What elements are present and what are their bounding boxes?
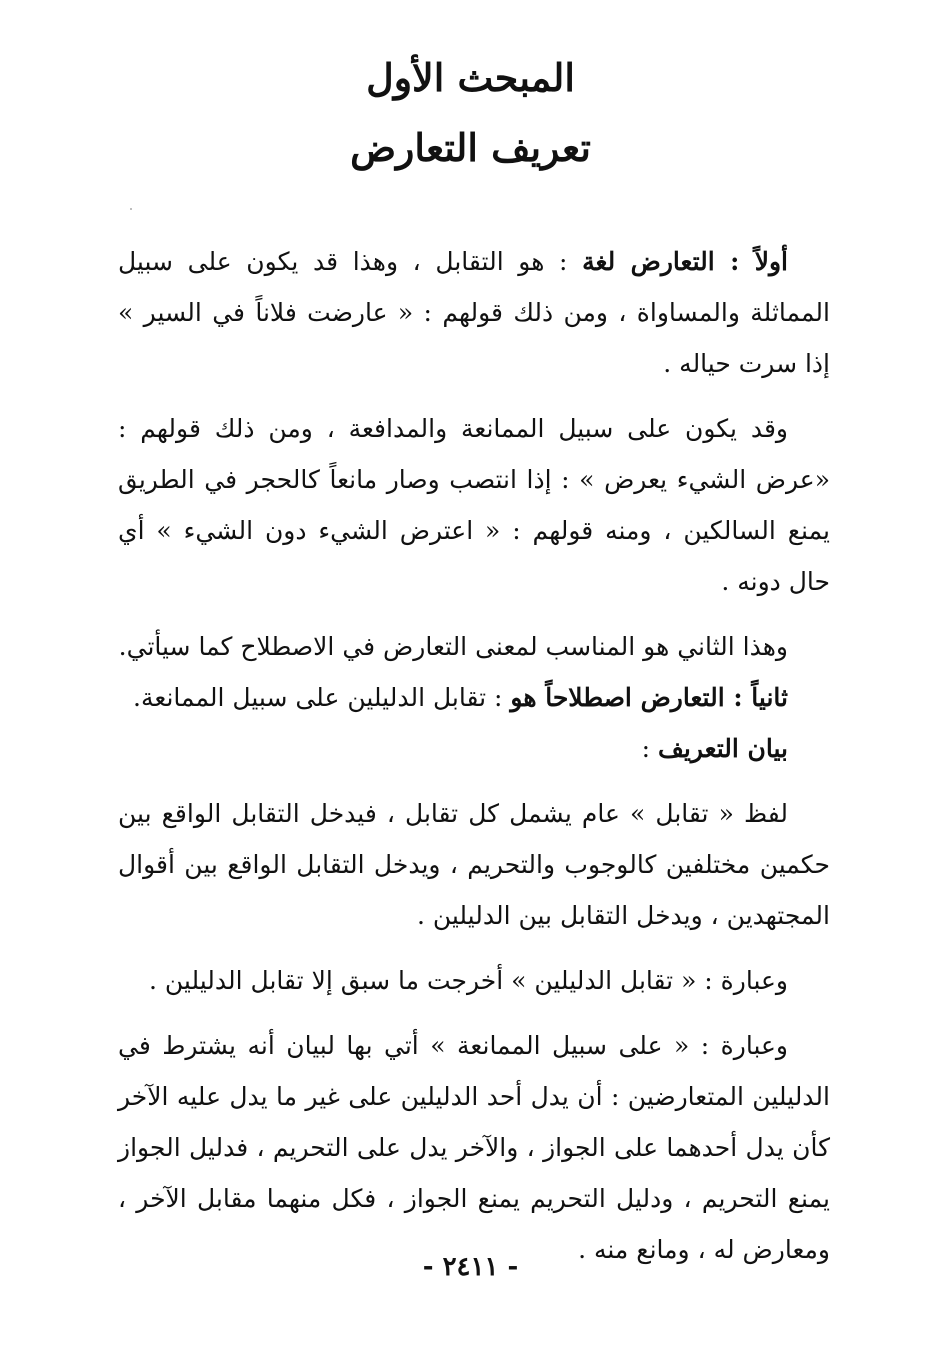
paragraph-technical-definition bbox=[118, 672, 830, 723]
page-number: - ٢٤١١ - bbox=[422, 1252, 519, 1282]
paragraph-text: وعبارة : « على سبيل الممانعة » أتي بها لبيان أنه يشترط في الدليلين المتعارضين : أن يدل أحد الدليلين على غير ما يدل عليه الآخر كأن يدل أحدهما على الجواز ، والآخر يدل على التحريم ، فدليل الجواز يمنع التحريم ، ودليل التحريم يمنع الجواز ، فكل منهما مقابل الآخر ، ومعارض له ، ومانع منه . bbox=[118, 1031, 830, 1264]
section-heading: المبحث الأول bbox=[366, 55, 575, 100]
paragraph-text: : هو التقابل ، وهذا قد يكون على سبيل المماثلة والمساواة ، ومن ذلك قولهم : « عارضت فلاناً في السير » إذا سرت حياله . bbox=[118, 247, 830, 378]
paragraph-text: وعبارة : « تقابل الدليلين » أخرجت ما سبق إلا تقابل الدليلين . bbox=[148, 966, 788, 995]
paragraph-text: وقد يكون على سبيل الممانعة والمدافعة ، ومن ذلك قولهم : «عرض الشيء يعرض » : إذا انتصب وصار مانعاً كالحجر في الطريق يمنع السالكين ، ومنه قولهم : « اعترض الشيء دون الشيء » أي حال دونه . bbox=[118, 414, 830, 596]
paragraph-text: : bbox=[641, 734, 659, 763]
body-text bbox=[118, 236, 830, 1275]
paragraph-term-obstruction bbox=[118, 1020, 830, 1275]
paragraph-lead: ثانياً : التعارض اصطلاحاً هو bbox=[510, 683, 788, 712]
paragraph-explanation-heading bbox=[118, 723, 830, 774]
scan-speck bbox=[130, 208, 132, 210]
paragraph-term-two-proofs bbox=[118, 955, 830, 1006]
paragraph-text: : تقابل الدليلين على سبيل الممانعة. bbox=[133, 683, 511, 712]
heading-block bbox=[0, 50, 941, 176]
paragraph-lead: أولاً : التعارض لغة bbox=[582, 247, 789, 276]
paragraph-lead: بيان التعريف bbox=[658, 734, 788, 763]
paragraph-linguistic-definition bbox=[118, 236, 830, 389]
paragraph-obstruction-sense bbox=[118, 403, 830, 607]
section-title: تعريف التعارض bbox=[350, 125, 591, 170]
paragraph-text: لفظ « تقابل » عام يشمل كل تقابل ، فيدخل التقابل الواقع بين حكمين مختلفين كالوجوب والتحريم ، ويدخل التقابل الواقع بين أقوال المجتهدين ، ويدخل التقابل بين الدليلين . bbox=[118, 799, 830, 930]
paragraph-text: وهذا الثاني هو المناسب لمعنى التعارض في الاصطلاح كما سيأتي. bbox=[118, 632, 788, 661]
paragraph-term-taqabul bbox=[118, 788, 830, 941]
paragraph-appropriate-sense bbox=[118, 621, 830, 672]
